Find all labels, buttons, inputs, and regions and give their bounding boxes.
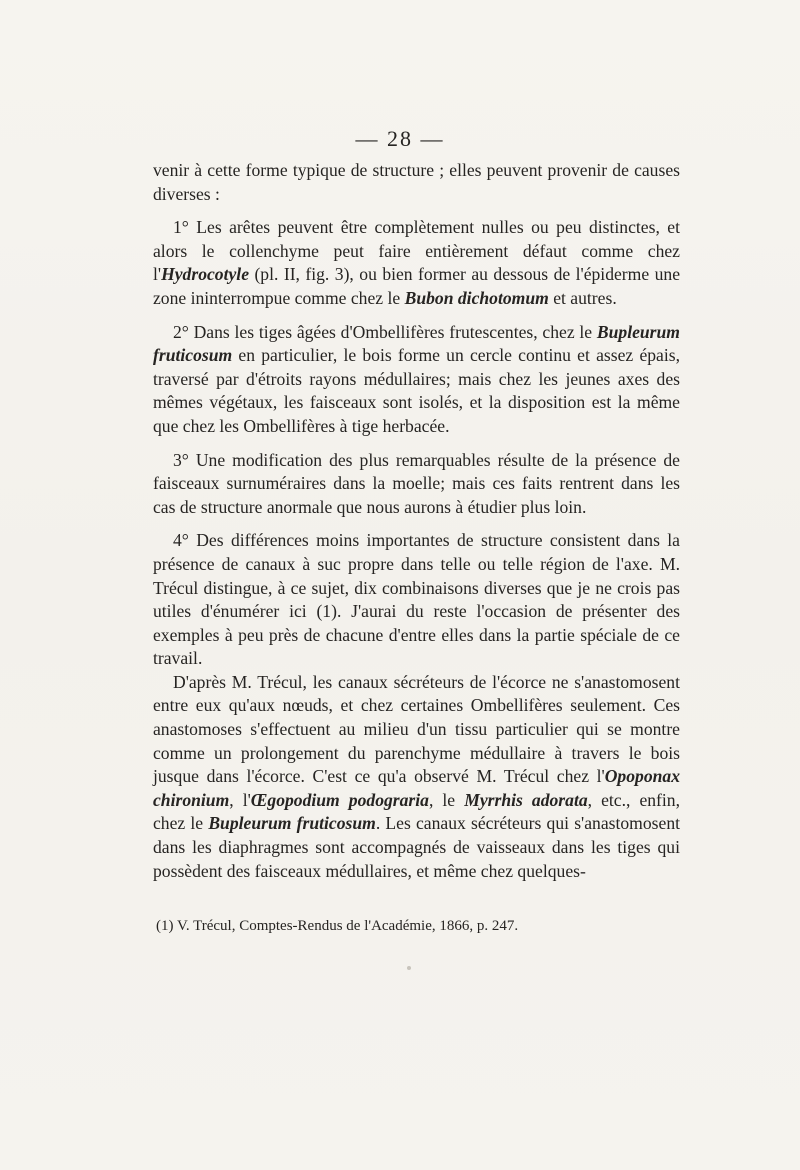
text-run: 4° Des différences moins importantes de structure consistent dans la présence de canaux à suc propre dans telle ou telle région de l'axe. M. Trécul distingue, à ce sujet, dix combinaisons diverses que je ne crois pas utiles d'énumérer ici (1). J'aurai du reste l'occasion de présenter des exemples à peu près de chacune d'entre elles dans la partie spéciale de ce travail. — [153, 530, 680, 669]
text-run: , le — [428, 789, 465, 810]
text-run: , l' — [229, 789, 251, 810]
text-run: en particulier, le bois forme un cercle continu et assez épais, traversé par d'étroits rayons médullaires; mais chez les jeunes axes des mêmes végétaux, les faisceaux sont isolés, et la disposition est la même que chez les Ombellifères à tige herbacée. — [153, 345, 680, 436]
text-run: D'après M. Trécul, les canaux sécréteurs de l'écorce ne s'anastomosent entre eux qu'aux nœuds, et chez certaines Ombellifères seulement. Ces anastomoses s'effectuent au milieu d'un tissu particulier qui se montre comme un prolongement du parenchyme médullaire à travers le bois jusque dans l'écorce. C'est ce qu'a observé M. Trécul chez l' — [153, 671, 680, 787]
footnote: (1) V. Trécul, Comptes-Rendus de l'Académie, 1866, p. 247. — [156, 918, 519, 934]
paragraph-point-1 — [153, 216, 680, 310]
text-run: 2° Dans les tiges âgées d'Ombellifères frutescentes, chez le — [173, 321, 597, 342]
taxon-name: Hydrocotyle — [161, 264, 249, 285]
text-run: et autres. — [548, 287, 617, 308]
paragraph-point-3 — [153, 449, 680, 520]
text-run: 1° Les arêtes peuvent être complètement nulles ou peu distinctes, et alors le collenchyme peut faire entièrement défaut comme chez l' — [153, 217, 680, 285]
text-run: 3° Une modification des plus remarquables résulte de la présence de faisceaux surnuméraires dans la moelle; mais ces faits rentrent dans les cas de structure anormale que nous aurons à étudier plus loin. — [153, 449, 680, 517]
paragraph-point-2 — [153, 321, 680, 439]
taxon-name: Bubon dichotomum — [404, 287, 549, 308]
paragraph-intro — [153, 159, 680, 206]
text-run: . Les canaux sécréteurs qui s'anastomosent dans les diaphragmes sont accompagnés de vaisseaux dans les tiges qui possèdent des faisceaux médullaires, et même chez quelques- — [153, 813, 680, 881]
body-text — [153, 159, 680, 883]
text-run: , etc., enfin, chez le — [153, 789, 680, 834]
taxon-name: Myrrhis adorata — [464, 789, 588, 810]
taxon-name: Bupleurum fruticosum — [208, 813, 376, 834]
text-run: (pl. II, fig. 3), ou bien former au dessous de l'épiderme une zone ininterrompue comme chez le — [153, 264, 680, 308]
page-number: — 28 — — [355, 126, 445, 151]
paragraph-point-4 — [153, 529, 680, 671]
text-run: venir à cette forme typique de structure ; elles peuvent provenir de causes diverses : — [153, 160, 680, 204]
taxon-name: Œgopodium podograria — [250, 789, 429, 810]
taxon-name: Opoponax chironium — [153, 766, 680, 810]
taxon-name: Bupleurum fruticosum — [153, 321, 680, 366]
ink-speck — [407, 966, 411, 970]
paragraph-trecul — [153, 671, 680, 883]
